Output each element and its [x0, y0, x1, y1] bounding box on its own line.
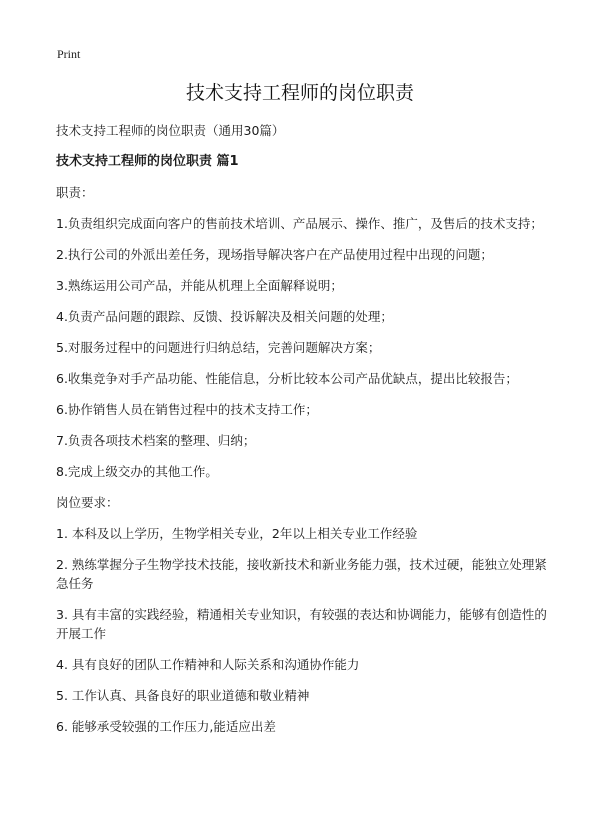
- list-item: 4. 具有良好的团队工作精神和人际关系和沟通协作能力: [56, 657, 360, 672]
- intro-text: 技术支持工程师的岗位职责（通用30篇）: [56, 123, 285, 138]
- duties-label: 职责：: [56, 185, 94, 200]
- list-item: 4.负责产品问题的跟踪、反馈、投诉解决及相关问题的处理；: [56, 309, 393, 324]
- list-item: 7.负责各项技术档案的整理、归纳；: [56, 433, 256, 448]
- list-item: 2. 熟练掌握分子生物学技术技能，接收新技术和新业务能力强，技术过硬，能独立处理紧急任务: [56, 557, 547, 591]
- list-item: 3. 具有丰富的实践经验，精通相关专业知识，有较强的表达和协调能力，能够有创造性的开展工作: [56, 607, 547, 641]
- list-item: 1. 本科及以上学历，生物学相关专业，2年以上相关专业工作经验: [56, 526, 418, 541]
- document-body: [56, 121, 552, 748]
- duties-list: [56, 214, 552, 481]
- list-item: 5.对服务过程中的问题进行归纳总结，完善问题解决方案；: [56, 340, 381, 355]
- list-item: 6.收集竞争对手产品功能、性能信息，分析比较本公司产品优缺点，提出比较报告；: [56, 371, 518, 386]
- list-item: 2.执行公司的外派出差任务，现场指导解决客户在产品使用过程中出现的问题；: [56, 247, 493, 262]
- page-title: 技术支持工程师的岗位职责: [185, 82, 414, 104]
- print-link[interactable]: Print: [57, 47, 81, 61]
- list-item: 5. 工作认真、具备良好的职业道德和敬业精神: [56, 688, 310, 703]
- section-heading: 技术支持工程师的岗位职责 篇1: [56, 154, 239, 169]
- requirements-label: 岗位要求：: [56, 495, 119, 510]
- list-item: 6. 能够承受较强的工作压力,能适应出差: [56, 719, 276, 734]
- list-item: 8.完成上级交办的其他工作。: [56, 464, 218, 479]
- list-item: 1.负责组织完成面向客户的售前技术培训、产品展示、操作、推广，及售后的技术支持；: [56, 216, 543, 231]
- requirements-list: [56, 524, 552, 736]
- list-item: 3.熟练运用公司产品，并能从机理上全面解释说明；: [56, 278, 343, 293]
- list-item: 6.协作销售人员在销售过程中的技术支持工作；: [56, 402, 318, 417]
